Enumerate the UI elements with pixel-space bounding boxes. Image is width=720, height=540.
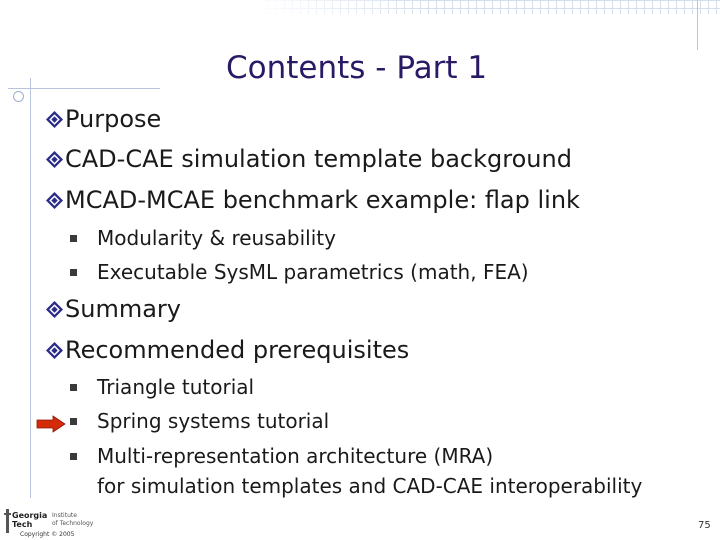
subbullet-label: for simulation templates and CAD-CAE interoperability xyxy=(97,474,643,498)
square-bullet-icon xyxy=(70,384,77,391)
subbullet-label: Multi-representation architecture (MRA) xyxy=(97,444,494,468)
current-item-arrow-icon xyxy=(36,415,66,433)
square-bullet-icon xyxy=(70,269,77,276)
diamond-bullet-icon xyxy=(46,342,63,359)
bullet-label: Summary xyxy=(65,295,181,323)
bullet-label: Purpose xyxy=(65,105,162,133)
bullet-purpose xyxy=(46,105,161,133)
subbullet-label: Triangle tutorial xyxy=(97,375,255,399)
decor-line-vertical xyxy=(30,78,31,498)
subbullet-label: Modularity & reusability xyxy=(97,226,336,250)
bullet-benchmark xyxy=(46,186,580,214)
logo-subtext-line: of Technology xyxy=(52,520,94,527)
decor-circle xyxy=(13,91,24,102)
logo-text-georgia: Georgia xyxy=(12,511,48,520)
bullet-label: MCAD-MCAE benchmark example: flap link xyxy=(65,186,580,214)
diamond-bullet-icon xyxy=(46,192,63,209)
decor-line-right xyxy=(697,0,698,50)
diamond-bullet-icon xyxy=(46,301,63,318)
logo-mark-icon xyxy=(4,507,12,535)
bullet-summary xyxy=(46,295,181,323)
page-number: 75 xyxy=(698,520,711,531)
bullet-label: Recommended prerequisites xyxy=(65,336,410,364)
diamond-bullet-icon xyxy=(46,111,63,128)
slide-title: Contents - Part 1 xyxy=(226,50,488,86)
copyright-text: Copyright © 2005 xyxy=(20,531,75,538)
square-bullet-icon xyxy=(70,418,77,425)
logo-text-tech: Tech xyxy=(12,520,33,529)
bullet-label: CAD-CAE simulation template background xyxy=(65,145,572,173)
bullet-background xyxy=(46,145,572,173)
logo-subtext xyxy=(52,512,93,528)
subbullet-label: Executable SysML parametrics (math, FEA) xyxy=(97,260,529,284)
bullet-prerequisites xyxy=(46,336,409,364)
decor-line-horizontal xyxy=(8,88,160,89)
diamond-bullet-icon xyxy=(46,151,63,168)
logo-subtext-line: Institute xyxy=(52,512,77,519)
square-bullet-icon xyxy=(70,453,77,460)
background-grid-fade xyxy=(0,0,720,14)
subbullet-label: Spring systems tutorial xyxy=(97,409,330,433)
square-bullet-icon xyxy=(70,235,77,242)
